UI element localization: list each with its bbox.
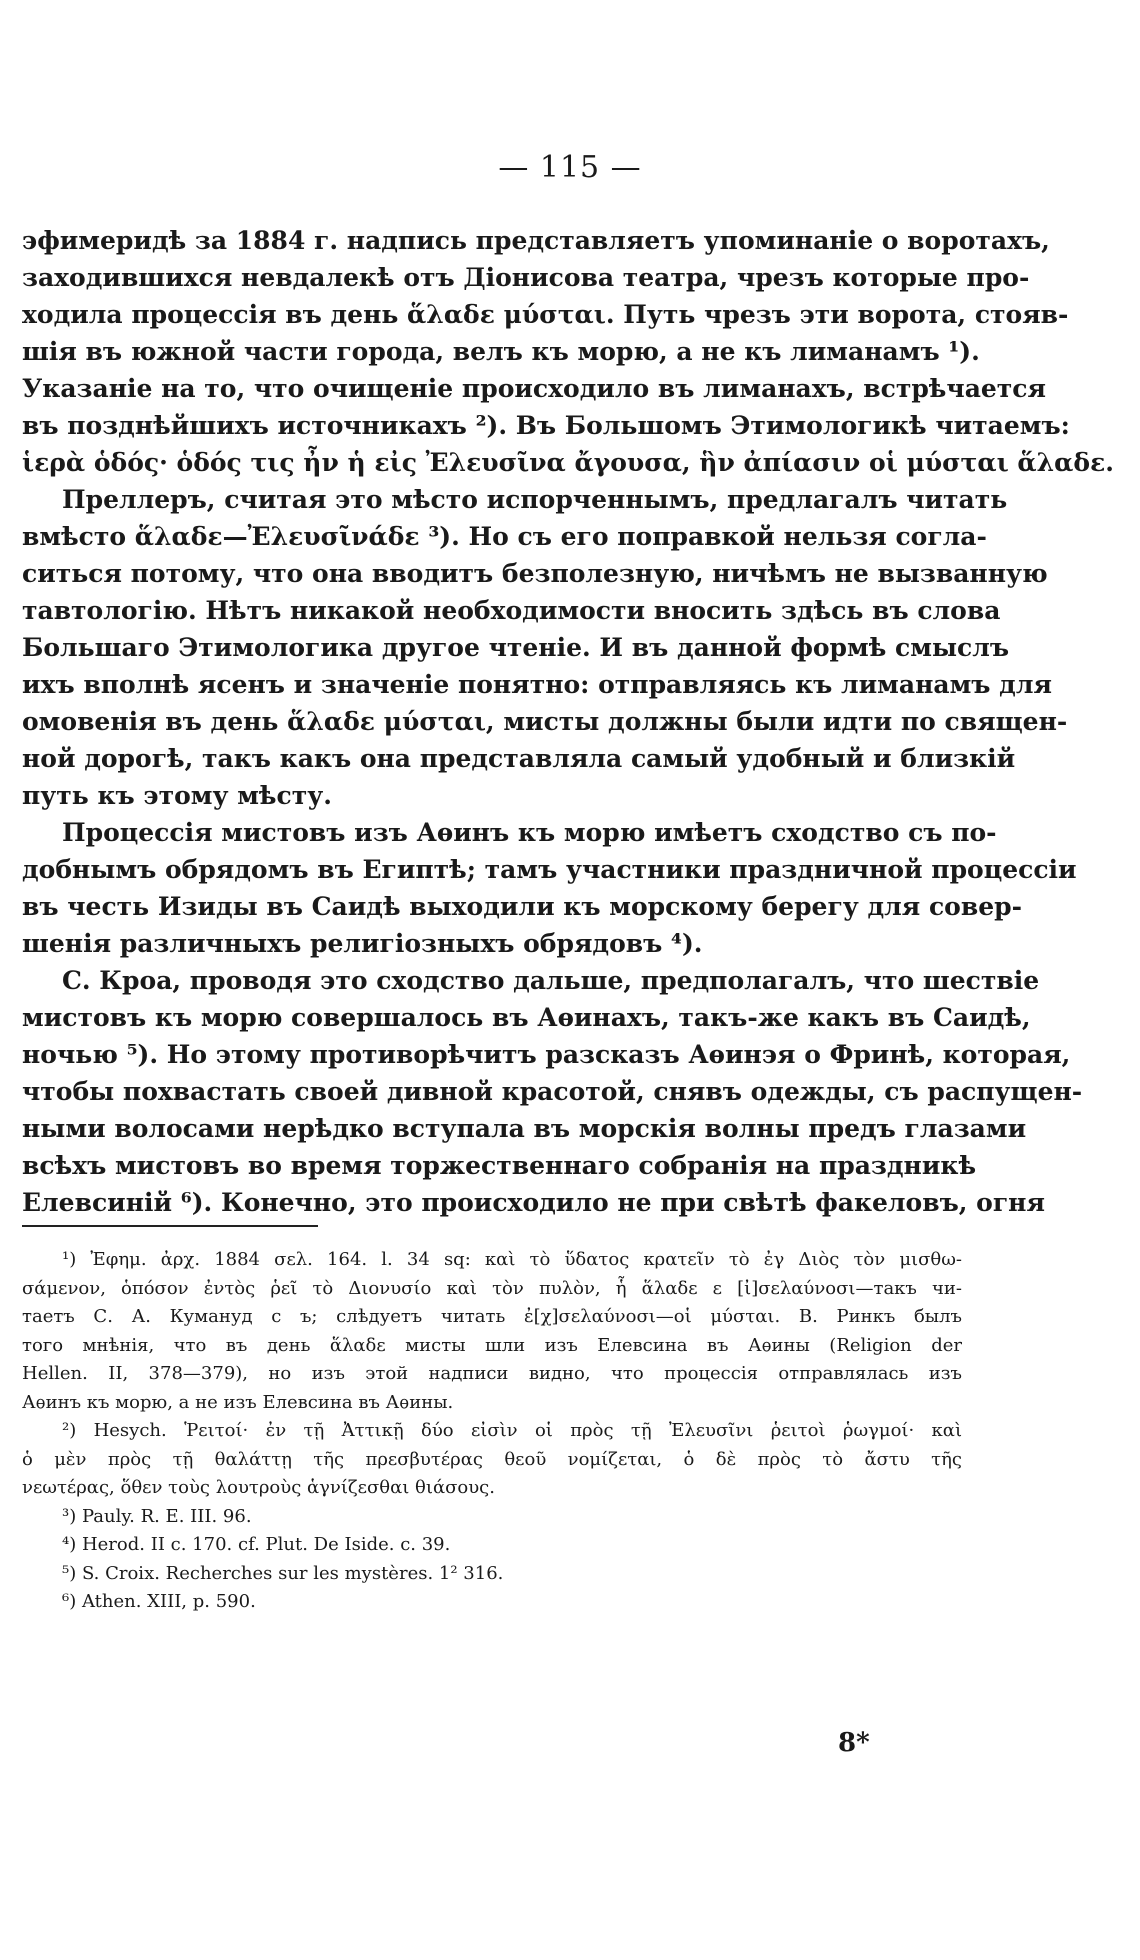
text-line: ными волосами нерѣдко вступала въ морскія волны предъ глазами [22,1114,1027,1143]
footnote [22,1560,962,1589]
text-line: мистовъ къ морю совершалось въ Аѳинахъ, такъ-же какъ въ Саидѣ, [22,1003,1031,1032]
footnote-line: ¹) Ἐφημ. ἀρχ. 1884 σελ. 164. l. 34 sq: καὶ τὸ ὕδατος κρατεῖν τὸ ἐγ Διὸς τὸν μισθω- [62,1249,962,1270]
paragraph [22,962,1083,1221]
text-line: тавтологію. Нѣтъ никакой необходимости вносить здѣсь въ слова [22,596,1001,625]
footnote-line: того мнѣнія, что въ день ἅλαδε мисты шли изъ Елевсина въ Аѳины (Religion der [22,1334,962,1356]
text-line: Преллеръ, считая это мѣсто испорченнымъ, предлагалъ читать [62,485,1008,514]
footnote [22,1503,962,1532]
paragraph [22,814,1077,962]
footnote-line: ὁ μὲν πρὸς τῇ θαλάττῃ τῆς πρεσβυτέρας θεοῦ νομίζεται, ὁ δὲ πρὸς τὸ ἄστυ τῆς [22,1448,962,1470]
sheet-signature: 8* [838,1728,870,1758]
text-line: эфимеридѣ за 1884 г. надпись представляетъ упоминаніе о воротахъ, [22,226,1050,255]
footnote-line: ⁵) S. Croix. Recherches sur les mystères. 1² 316. [62,1562,504,1584]
text-line: ночью ⁵). Но этому противорѣчитъ разсказъ Аѳинэя о Фринѣ, которая, [22,1040,1071,1069]
text-line: Елевсиній ⁶). Конечно, это происходило не при свѣтѣ факеловъ, огня [22,1188,1045,1217]
text-line: ситься потому, что она вводитъ безполезную, ничѣмъ не вызванную [22,559,1048,588]
text-line: омовенія въ день ἅλαδε μύσται, мисты должны были идти по священ- [22,707,1068,736]
footnote-divider [22,1225,318,1227]
footnote-line: σάμενον, ὁπόσον ἐντὸς ῥεῖ τὸ Διονυσίο καὶ τὸν πυλὸν, ἧ ἅλαδε ε [ἰ]σελαύνοσι—такъ чи- [22,1277,962,1299]
footnote-line: Hellen. II, 378—379), но изъ этой надписи видно, что процессія отправлялась изъ [22,1363,962,1384]
footnote-line: νεωτέρας, ὅθεν τοὺς λουτροὺς ἁγνίζεσθαι θιάσους. [22,1477,495,1498]
text-line: въ позднѣйшихъ источникахъ ²). Въ Большомъ Этимологикѣ читаемъ: [22,411,1070,440]
footnote [22,1531,962,1560]
text-line: шія въ южной части города, велъ къ морю, а не къ лиманамъ ¹). [22,337,980,366]
page-number: — 115 — [498,150,642,185]
text-line: заходившихся невдалекѣ отъ Діонисова театра, чрезъ которые про- [22,263,1030,292]
text-line: шенія различныхъ религіозныхъ обрядовъ ⁴). [22,929,703,958]
footnote-line: таетъ С. А. Кумануд с ъ; слѣдуетъ читать ἐ[χ]σελαύνοσι—οἱ μύσται. В. Ринкъ былъ [22,1306,962,1327]
text-line: Процессія мистовъ изъ Аѳинъ къ морю имѣетъ сходство съ по- [62,818,997,847]
text-line: ἱερὰ ὁδός· ὁδός τις ἦν ἡ εἰς Ἐλευσῖνα ἄγουσα, ἣν ἀπίασιν οἱ μύσται ἅλαδε. [22,448,1114,477]
text-line: въ честь Изиды въ Саидѣ выходили къ морскому берегу для совер- [22,892,1022,921]
text-line: вмѣсто ἅλαδε—Ἐλευσῖνάδε ³). Но съ его поправкой нельзя согла- [22,522,987,551]
text-line: Указаніе на то, что очищеніе происходило въ лиманахъ, встрѣчается [22,374,1046,403]
footnote [22,1246,962,1417]
footnote-line: ⁶) Athen. XIII, p. 590. [62,1591,256,1612]
footnote-line: ⁴) Herod. II c. 170. cf. Plut. De Iside. c. 39. [62,1534,451,1555]
text-line: добнымъ обрядомъ въ Египтѣ; тамъ участники праздничной процессіи [22,855,1077,884]
text-line: ходила процессія въ день ἅλαδε μύσται. Путь чрезъ эти ворота, стояв- [22,300,1069,329]
text-line: всѣхъ мистовъ во время торжественнаго собранія на праздникѣ [22,1151,977,1180]
text-line: ной дорогѣ, такъ какъ она представляла самый удобный и близкій [22,744,1016,773]
footnotes [22,1246,962,1617]
footnote-line: ³) Pauly. R. E. III. 96. [62,1505,252,1527]
paragraph [22,222,1114,481]
footnote [22,1588,962,1617]
text-line: Большаго Этимологика другое чтеніе. И въ данной формѣ смыслъ [22,633,1010,662]
footnote [22,1417,962,1503]
text-line: чтобы похвастать своей дивной красотой, снявъ одежды, съ распущен- [22,1077,1083,1106]
text-line: путь къ этому мѣсту. [22,781,332,810]
paragraph [22,481,1068,814]
footnote-line: Аѳинъ къ морю, а не изъ Елевсина въ Аѳины. [22,1391,454,1413]
text-line: С. Кроа, проводя это сходство дальше, предполагалъ, что шествіе [62,966,1040,995]
text-line: ихъ вполнѣ ясенъ и значеніе понятно: отправляясь къ лиманамъ для [22,670,1052,699]
footnote-line: ²) Hesych. Ῥειτοί· ἐν τῇ Ἀττικῇ δύο εἰσὶν οἱ πρὸς τῇ Ἐλευσῖνι ῥειτοὶ ῥωγμοί· καὶ [62,1420,962,1441]
main-text [22,222,1114,1221]
